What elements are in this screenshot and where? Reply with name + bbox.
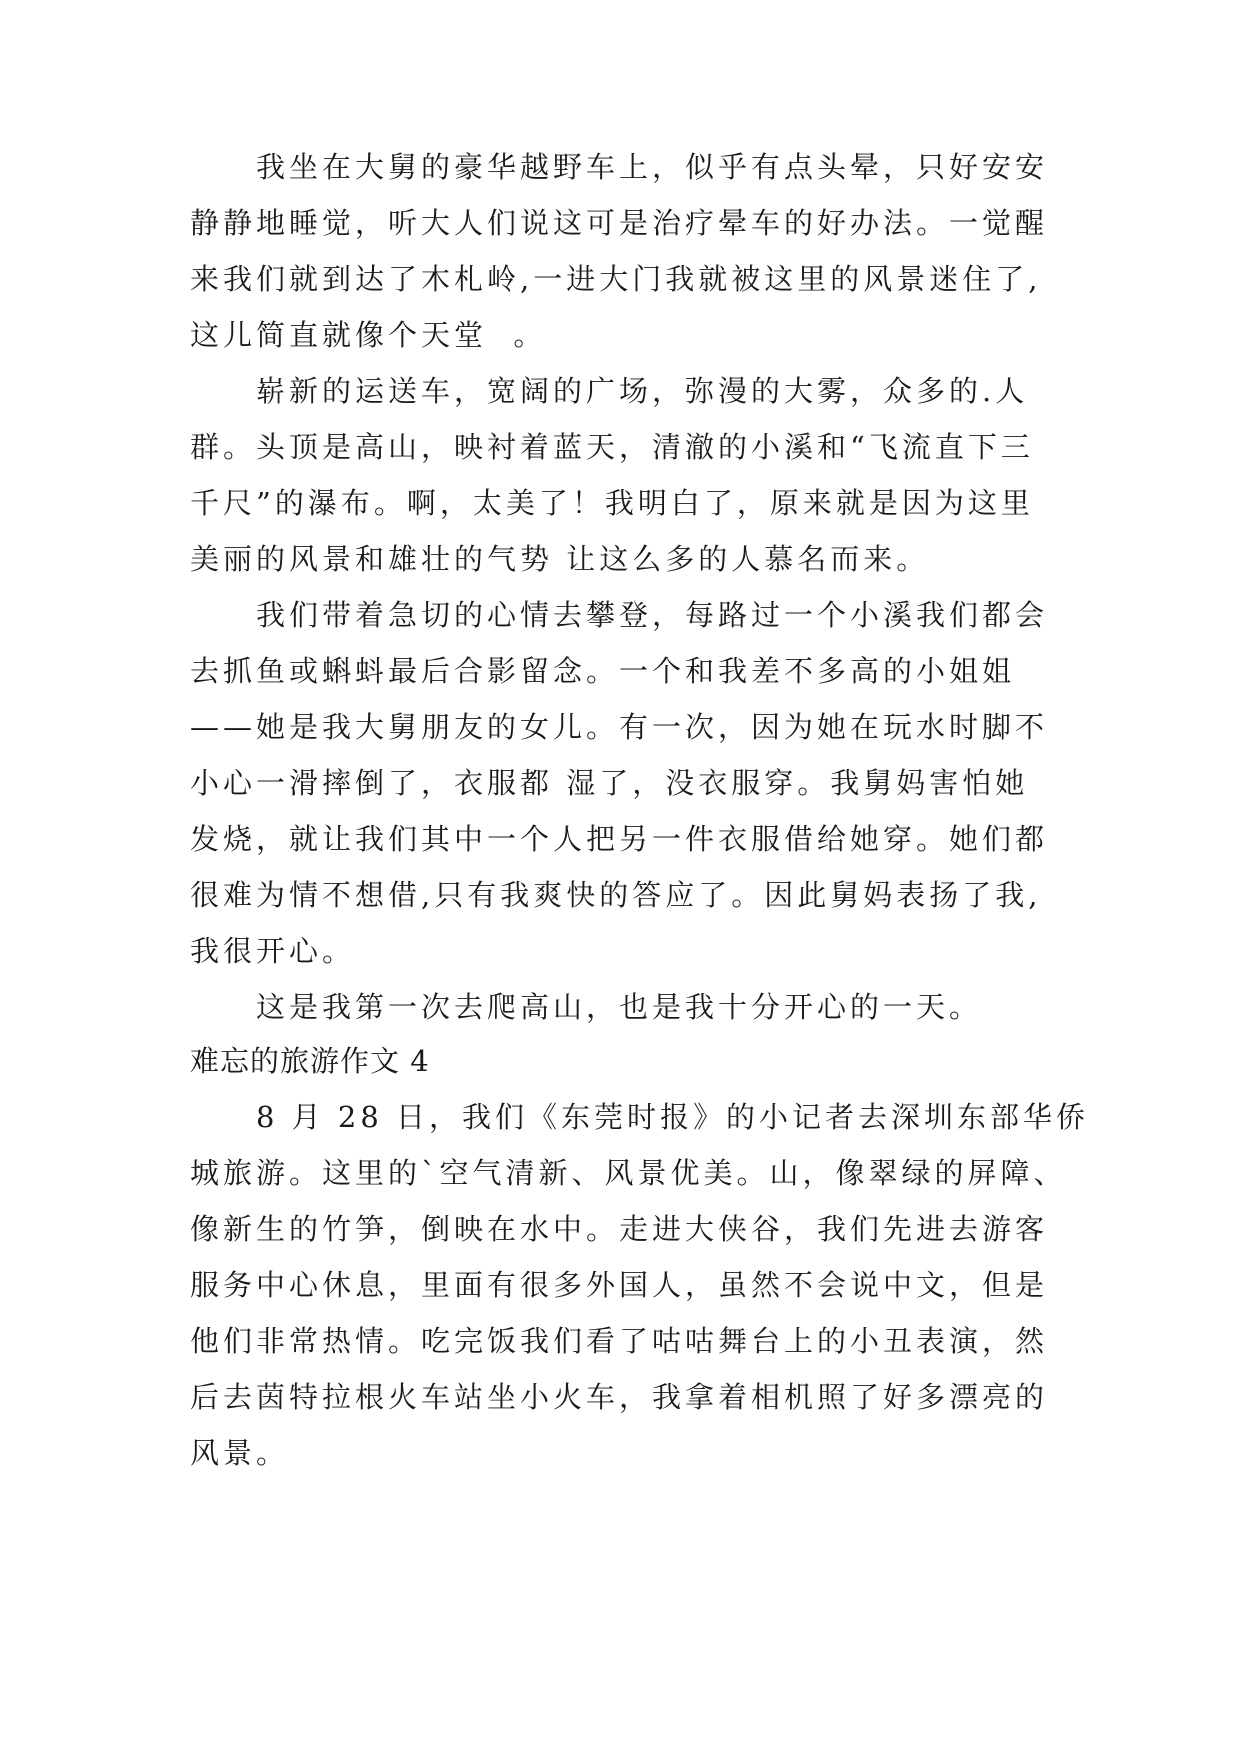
paragraph-2-line-4: 美丽的风景和雄壮的气势 让这么多的人慕名而来。 — [190, 542, 930, 576]
paragraph-5-line-4: 服务中心休息，里面有很多外国人，虽然不会说中文，但是 — [190, 1268, 1049, 1302]
paragraph-5-line-2: 城旅游。这里的`空气清新、风景优美。山，像翠绿的屏障、 — [190, 1156, 1067, 1190]
paragraph-5-line-7: 风景。 — [190, 1436, 290, 1470]
paragraph-5-line-1: 8 月 28 日，我们《东莞时报》的小记者去深圳东部华侨 — [190, 1100, 1090, 1134]
paragraph-1-line-1: 我坐在大舅的豪华越野车上，似乎有点头晕，只好安安 — [190, 150, 1049, 184]
paragraph-2-line-2: 群。头顶是高山，映衬着蓝天，清澈的小溪和“飞流直下三 — [190, 430, 1034, 464]
paragraph-1-line-4: 这儿简直就像个天堂 。 — [190, 318, 547, 352]
paragraph-3-line-2: 去抓鱼或蝌蚪最后合影留念。一个和我差不多高的小姐姐 — [190, 654, 1016, 688]
paragraph-3-line-1: 我们带着急切的心情去攀登，每路过一个小溪我们都会 — [190, 598, 1049, 632]
paragraph-3-line-6: 很难为情不想借,只有我爽快的答应了。因此舅妈表扬了我, — [190, 878, 1042, 912]
paragraph-5-line-3: 像新生的竹笋，倒映在水中。走进大侠谷，我们先进去游客 — [190, 1212, 1049, 1246]
paragraph-5-line-5: 他们非常热情。吃完饭我们看了咕咕舞台上的小丑表演，然 — [190, 1324, 1049, 1358]
paragraph-2-line-3: 千尺”的瀑布。啊，太美了！我明白了，原来就是因为这里 — [190, 486, 1034, 520]
section-heading: 难忘的旅游作文 4 — [190, 1044, 430, 1078]
paragraph-2-line-1: 崭新的运送车，宽阔的广场，弥漫的大雾，众多的.人 — [190, 374, 1029, 408]
paragraph-3-line-5: 发烧，就让我们其中一个人把另一件衣服借给她穿。她们都 — [190, 822, 1049, 856]
paragraph-1-line-2: 静静地睡觉，听大人们说这可是治疗晕车的好办法。一觉醒 — [190, 206, 1049, 240]
paragraph-3-line-7: 我很开心。 — [190, 934, 356, 968]
paragraph-5-line-6: 后去茵特拉根火车站坐小火车，我拿着相机照了好多漂亮的 — [190, 1380, 1049, 1414]
paragraph-1-line-3: 来我们就到达了木札岭,一进大门我就被这里的风景迷住了, — [190, 262, 1042, 296]
paragraph-3-line-4: 小心一滑摔倒了，衣服都 湿了，没衣服穿。我舅妈害怕她 — [190, 766, 1029, 800]
paragraph-3-line-3: ——她是我大舅朋友的女儿。有一次，因为她在玩水时脚不 — [190, 710, 1049, 744]
paragraph-4-line-1: 这是我第一次去爬高山，也是我十分开心的一天。 — [190, 990, 983, 1024]
